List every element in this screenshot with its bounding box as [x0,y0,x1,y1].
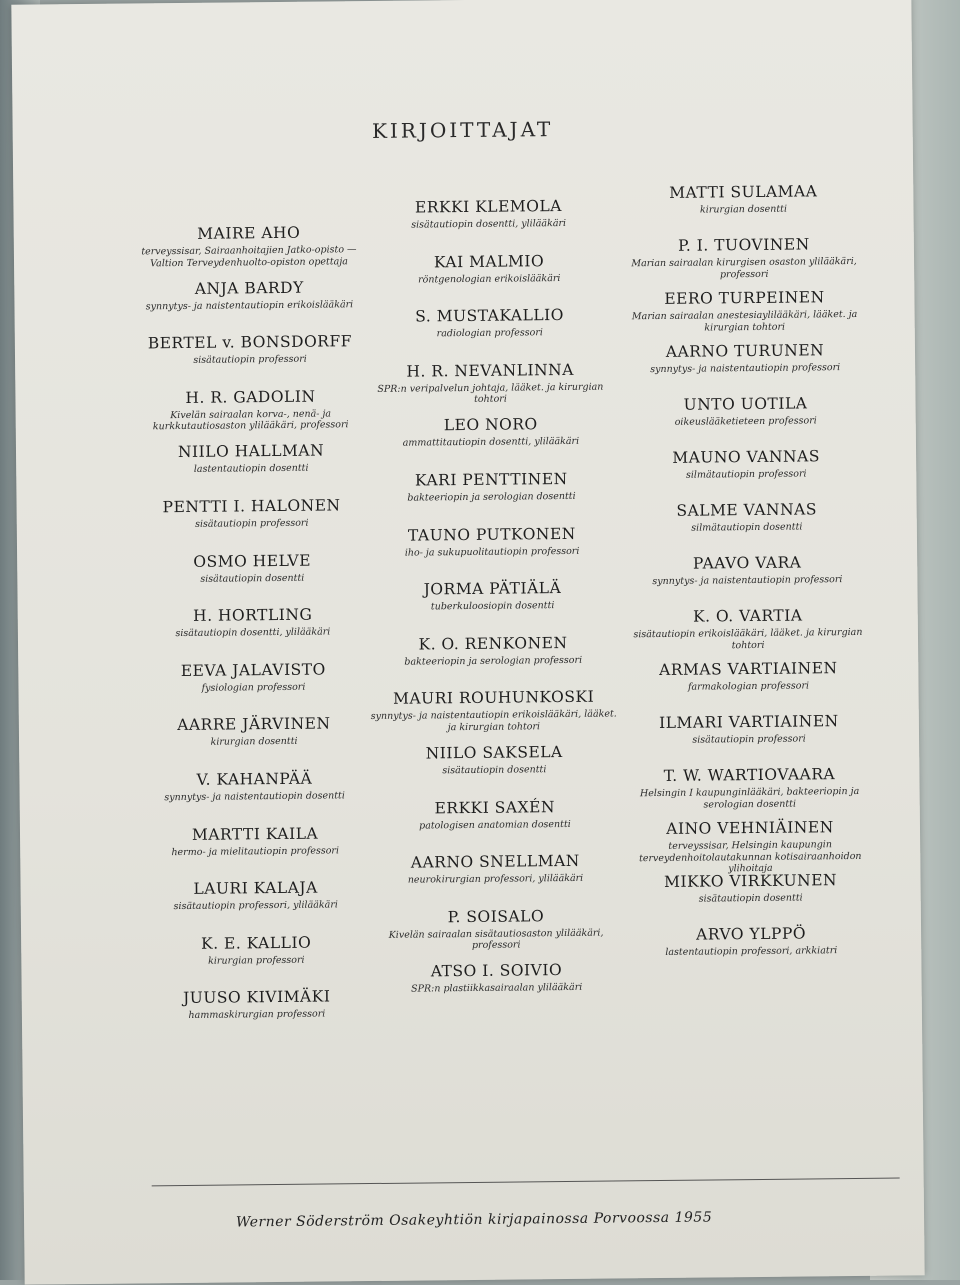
author-entry [131,878,381,917]
author-entry [124,223,374,269]
author-entry [125,387,375,433]
author-name: AARNO SNELLMAN [410,851,580,872]
author-name: P. I. TUOVINEN [677,235,810,255]
author-role: ammattitautiopin dosentti, ylilääkäri [402,436,580,450]
author-entry [124,278,374,317]
author-name: NIILO HALLMAN [177,441,325,462]
author-entry [125,332,375,371]
author-name: S. MUSTAKALLIO [415,306,565,326]
author-role: SPR:n plastiikkasairaalan ylilääkäri [410,982,583,995]
author-entry [366,469,616,508]
author-role: terveyssisar, Sairaanhoitajien Jatko-opisto — Valtion Terveydenhuolto-opiston opettaja [141,244,357,269]
author-role: farmakologian professori [687,680,810,693]
author-entry [367,579,617,618]
author-entry [364,251,614,290]
author-role: hermo- ja mielitautiopin professori [171,844,340,858]
author-entry [129,714,379,753]
author-role: Marian sairaalan anestesiaylilääkäri, lääket. ja kirurgian tohtori [631,308,858,334]
author-name: H. R. NEVANLINNA [406,360,574,381]
page-heading: KIRJOITTAJAT [371,117,554,143]
author-entry [127,551,377,590]
author-role: röntgenologian erikoislääkäri [417,272,561,286]
author-role: kirurgian professori [208,954,305,967]
author-name: AARNO TURUNEN [665,341,825,361]
author-role: synnytys- ja naistentautiopin erikoislääkäri [145,298,354,312]
author-role: silmätautiopin dosentti [691,521,803,534]
author-role: synnytys- ja naistentautiopin erikoislääkäri, lääket. ja kirurgian tohtori [370,708,617,734]
author-name: K. O. RENKONEN [418,633,568,654]
author-name: NIILO SAKSELA [425,742,563,763]
author-entry [132,987,382,1026]
author-name: UNTO UOTILA [683,394,808,414]
author-entry [625,871,875,909]
author-entry [369,688,619,734]
author-name: EEVA JALAVISTO [180,660,326,680]
author-entry [622,553,872,591]
author-entry [623,606,873,651]
author-role: sisätautiopin professori, ylilääkäri [173,899,338,913]
author-role: sisätautiopin dosentti [698,892,803,905]
author-entry [367,524,617,563]
author-entry [619,235,869,280]
author-role: lastentautiopin professori, arkkiatri [665,945,838,958]
author-entry [126,441,376,480]
author-entry [365,360,615,406]
author-entry [371,961,621,1000]
author-name: K. E. KALLIO [200,933,312,953]
author-entry [131,933,381,972]
author-name: JORMA PÄTIÄLÄ [423,579,562,599]
author-list [133,182,862,1069]
author-entry [129,769,379,808]
author-role: sisätautiopin professori [692,733,806,746]
author-name: ANJA BARDY [194,278,304,298]
author-role: neurokirurgian professori, ylilääkäri [407,872,584,886]
author-role: Helsingin I kaupunginlääkäri, bakteeriopin ja serologian dosentti [639,785,860,811]
author-name: T. W. WARTIOVAARA [663,765,836,785]
author-entry [366,415,616,454]
author-name: ERKKI SAXÉN [434,797,556,817]
author-name: V. KAHANPÄÄ [196,769,313,789]
author-role: oikeuslääketieteen professori [674,415,817,428]
author-role: SPR:n veripalvelun johtaja, lääket. ja kirurgian tohtori [377,381,604,406]
author-name: MARTTI KAILA [191,824,319,844]
author-name: H. HORTLING [193,605,313,626]
author-name: P. SOISALO [447,906,545,926]
author-role: sisätautiopin dosentti [200,572,305,585]
author-entry [365,306,615,345]
author-name: LEO NORO [443,415,538,435]
author-entry [624,712,874,750]
author-entry [621,447,871,485]
author-column-1 [124,223,383,1044]
author-name: PAAVO VARA [692,553,802,573]
author-role: Kivelän sairaalan korva-, nenä- ja kurkkutautiosaston ylilääkäri, professori [152,408,349,433]
author-role: synnytys- ja naistentautiopin professori [652,574,843,588]
author-name: ATSO I. SOIVIO [430,961,563,981]
author-entry [369,742,619,781]
author-role: lastentautiopin dosentti [193,463,309,476]
author-role: iho- ja sukupuolitautiopin professori [404,545,580,559]
author-role: radiologian professori [436,327,543,340]
printer-imprint: Werner Söderström Osakeyhtiön kirjapainossa Porvoossa 1955 [235,1209,713,1231]
author-name: MIKKO VIRKKUNEN [663,871,838,891]
author-entry [128,660,378,699]
author-entry [625,818,875,875]
author-role: sisätautiopin dosentti, ylilääkäri [411,217,567,231]
author-entry [618,182,868,220]
footer-rule [152,1178,900,1187]
author-role: sisätautiopin dosentti [442,764,547,777]
author-role: sisätautiopin professori [194,517,309,530]
author-name: MATTI SULAMAA [669,182,818,202]
author-entry [126,496,376,535]
author-name: MAURI ROUHUNKOSKI [392,688,595,709]
author-name: SALME VANNAS [676,500,817,520]
author-name: KAI MALMIO [433,251,545,271]
author-name: BERTEL v. BONSDORFF [147,332,353,353]
author-role: sisätautiopin dosentti, ylilääkäri [175,626,331,640]
book-page [11,0,924,1285]
author-entry [130,823,380,862]
author-role: terveyssisar, Helsingin kaupungin terveydenhoitolautakunnan kotisairaanhoidon ylihoitaja [638,839,862,875]
author-role: bakteeriopin ja serologian professori [404,654,583,668]
author-entry [370,852,620,891]
author-name: ARMAS VARTIAINEN [659,659,838,679]
author-role: synnytys- ja naistentautiopin dosentti [164,790,345,804]
author-name: LAURI KALAJA [193,878,318,899]
author-name: PENTTI I. HALONEN [162,496,341,517]
author-column-3 [618,182,876,980]
author-role: bakteeriopin ja serologian dosentti [407,490,576,504]
author-role: synnytys- ja naistentautiopin professori [650,362,841,376]
author-entry [368,633,618,672]
author-role: patologisen anatomian dosentti [419,818,571,832]
author-name: JUUSO KIVIMÄKI [182,987,331,1008]
author-role: kirurgian dosentti [699,203,788,216]
author-role: Kivelän sairaalan sisätautiosaston ylilääkäri, professori [388,927,604,952]
author-name: OSMO HELVE [193,551,312,571]
author-name: MAUNO VANNAS [672,447,820,467]
author-name: AINO VEHNIÄINEN [666,818,834,838]
author-name: K. O. VARTIA [692,606,803,626]
author-role: sisätautiopin erikoislääkäri, lääket. ja kirurgian tohtori [633,626,863,651]
author-entry [363,196,613,235]
author-name: MAIRE AHO [197,223,301,243]
author-entry [371,906,621,952]
author-column-2 [363,196,622,1017]
author-role: silmätautiopin professori [685,468,807,481]
author-entry [620,341,870,379]
author-name: AARRE JÄRVINEN [177,714,331,735]
author-name: ERKKI KLEMOLA [414,196,563,217]
author-entry [623,659,873,697]
author-name: EERO TURPEINEN [664,288,825,308]
author-entry [626,924,876,962]
author-role: tuberkuloosiopin dosentti [430,600,555,613]
author-name: H. R. GADOLIN [185,387,316,407]
author-entry [622,500,872,538]
author-entry [620,394,870,432]
author-name: KARI PENTTINEN [414,469,568,490]
author-name: ILMARI VARTIAINEN [658,712,839,733]
author-role: kirurgian dosentti [210,736,298,749]
author-entry [128,605,378,644]
author-role: fysiologian professori [201,681,306,694]
author-role: sisätautiopin professori [193,353,307,367]
author-entry [370,797,620,836]
author-role: Marian sairaalan kirurgisen osaston ylilääkäri, professori [631,255,857,280]
author-name: TAUNO PUTKONEN [407,524,576,545]
author-entry [624,765,874,811]
author-name: ARVO YLPPÖ [696,924,807,944]
author-entry [619,288,869,334]
author-role: hammaskirurgian professori [188,1008,326,1022]
